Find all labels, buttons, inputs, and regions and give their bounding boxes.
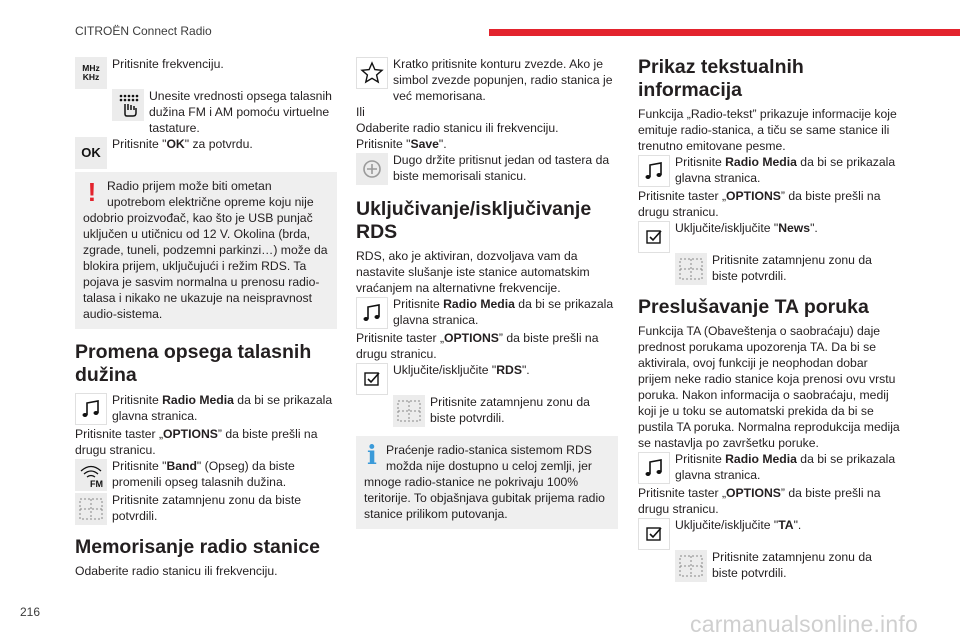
info-icon: i bbox=[367, 441, 377, 471]
rds-step-2: Pritisnite taster „OPTIONS” da biste prešli na drugu stranicu. bbox=[356, 331, 599, 361]
column-2 bbox=[356, 56, 618, 529]
ta-intro: Funkcija TA (Obaveštenja o saobraćaju) daje prednost porukama upozorenja TA. Da bi se aktivirala, ovoj funkciji je neophodan dobar prijem neke radio stanice koja prenosi ovu vrstu poruka. Nakon informacija o saobraćaju, medij koji je u toku se automatski prekida da bi se pustila TA poruka. Normalna reprodukcija medija se nastavlja po završetku poruke. bbox=[638, 324, 900, 450]
step-ok: OK Pritisnite "OK" za potvrdu. bbox=[75, 136, 337, 170]
rds-intro: RDS, ako je aktiviran, dozvoljava vam da nastavite slušanje iste stanice automatskim vraćanjem na alternativne frekvencije. bbox=[356, 249, 590, 295]
shaded-zone-icon bbox=[393, 395, 425, 427]
text-step-3: Uključite/isključite "News". bbox=[638, 220, 900, 252]
choose-text: Odaberite radio stanicu ili frekvenciju. bbox=[356, 121, 559, 135]
heading-rds: Uključivanje/isključivanje RDS bbox=[356, 198, 592, 243]
rds-step-3: Uključite/isključite "RDS". bbox=[356, 362, 618, 394]
svg-text:FM: FM bbox=[90, 479, 103, 489]
shaded-zone-icon bbox=[675, 253, 707, 285]
mhz-khz-icon: MHz KHz bbox=[75, 57, 107, 89]
checkbox-icon bbox=[638, 221, 670, 253]
column-1 bbox=[75, 56, 337, 579]
ta-step-4: Pritisnite zatamnjenu zonu da biste potvrdili. bbox=[638, 549, 900, 583]
checkbox-icon bbox=[638, 518, 670, 550]
band-step-3: FM Pritisnite "Band" (Opseg) da biste promenili opseg talasnih dužina. bbox=[75, 458, 337, 492]
ta-step-3: Uključite/isključite "TA". bbox=[638, 517, 900, 549]
heading-band: Promena opsega talasnih dužina bbox=[75, 341, 312, 386]
step-keypad-text: Unesite vrednosti opsega talasnih dužina FM i AM pomoću virtuelne tastature. bbox=[149, 89, 332, 135]
shaded-zone-icon bbox=[75, 493, 107, 525]
header-title: CITROËN Connect Radio bbox=[75, 24, 212, 38]
music-note-icon bbox=[75, 393, 107, 425]
ta-step-1: Pritisnite Radio Media da bi se prikazala glavna stranica. bbox=[638, 451, 900, 485]
text-step-1: Pritisnite Radio Media da bi se prikazala glavna stranica. bbox=[638, 154, 900, 188]
rds-step-1: Pritisnite Radio Media da bi se prikazala glavna stranica. bbox=[356, 296, 618, 330]
star-step: Kratko pritisnite konturu zvezde. Ako je simbol zvezde popunjen, radio stanica je već memorisana. bbox=[356, 56, 618, 104]
heading-text-info: Prikaz tekstualnih informacija bbox=[638, 56, 804, 101]
info-text: Praćenje radio-stanica sistemom RDS možda nije dostupno u celoj zemlji, jer mnoge radio-stanice ne pokrivaju 100% teritorije. To objašnjava gubitak prijema radio stanice prilikom putovanja. bbox=[364, 443, 605, 521]
memo-intro: Odaberite radio stanicu ili frekvenciju. bbox=[75, 564, 278, 578]
text-intro: Funkcija „Radio-tekst” prikazuje informacije koje emituje radio-stanica, a tiču se same stanice ili trenutno emitovane pesme. bbox=[638, 107, 897, 153]
ta-step-2: Pritisnite taster „OPTIONS” da biste prešli na drugu stranicu. bbox=[638, 486, 881, 516]
text-step-4: Pritisnite zatamnjenu zonu da biste potvrdili. bbox=[638, 252, 900, 286]
ok-icon: OK bbox=[75, 137, 107, 169]
heading-ta: Preslušavanje TA poruka bbox=[638, 296, 869, 318]
music-note-icon bbox=[356, 297, 388, 329]
music-note-icon bbox=[638, 155, 670, 187]
header-accent-bar bbox=[489, 29, 960, 36]
page-number: 216 bbox=[20, 605, 41, 619]
star-icon bbox=[356, 57, 388, 89]
hold-step: Dugo držite pritisnut jedan od tastera da biste memorisali stanicu. bbox=[356, 152, 618, 186]
info-box bbox=[356, 436, 618, 529]
keypad-hand-icon bbox=[112, 89, 144, 121]
step-frequency bbox=[75, 56, 337, 90]
rds-step-4: Pritisnite zatamnjenu zonu da biste potvrdili. bbox=[356, 394, 618, 428]
heading-memorize: Memorisanje radio stanice bbox=[75, 536, 320, 558]
warning-icon: ! bbox=[87, 177, 97, 207]
watermark: carmanualsonline.info bbox=[690, 611, 918, 637]
text-step-2: Pritisnite taster „OPTIONS” da biste prešli na drugu stranicu. bbox=[638, 189, 881, 219]
warning-text: Radio prijem može biti ometan upotrebom električne opreme koju nije odobrio proizvođač, kao što je USB punjač uključen u utičnicu od 12 V. Okolina (brda, zgrade, tuneli, podzemni parkinzi…) može da blokira prijem, uključujući i režim RDS. Ta pojava je sasvim normalna u prenosu radio-talasa i nikako ne ukazuje na neispravnost audio-sistema. bbox=[83, 179, 328, 321]
or-text: Ili bbox=[356, 105, 365, 119]
step-keypad bbox=[75, 88, 337, 136]
warning-box bbox=[75, 172, 337, 329]
step-frequency-text: Pritisnite frekvenciju. bbox=[112, 57, 224, 71]
music-note-icon bbox=[638, 452, 670, 484]
shaded-zone-icon bbox=[675, 550, 707, 582]
add-preset-icon bbox=[356, 153, 388, 185]
checkbox-icon bbox=[356, 363, 388, 395]
save-step: Pritisnite "Save". bbox=[356, 137, 447, 151]
column-3 bbox=[638, 56, 900, 583]
band-step-4: Pritisnite zatamnjenu zonu da biste potvrdili. bbox=[75, 492, 337, 526]
band-step-2: Pritisnite taster „OPTIONS” da biste prešli na drugu stranicu. bbox=[75, 427, 318, 457]
band-step-1: Pritisnite Radio Media da bi se prikazala glavna stranica. bbox=[75, 392, 337, 426]
fm-band-icon bbox=[75, 459, 107, 491]
